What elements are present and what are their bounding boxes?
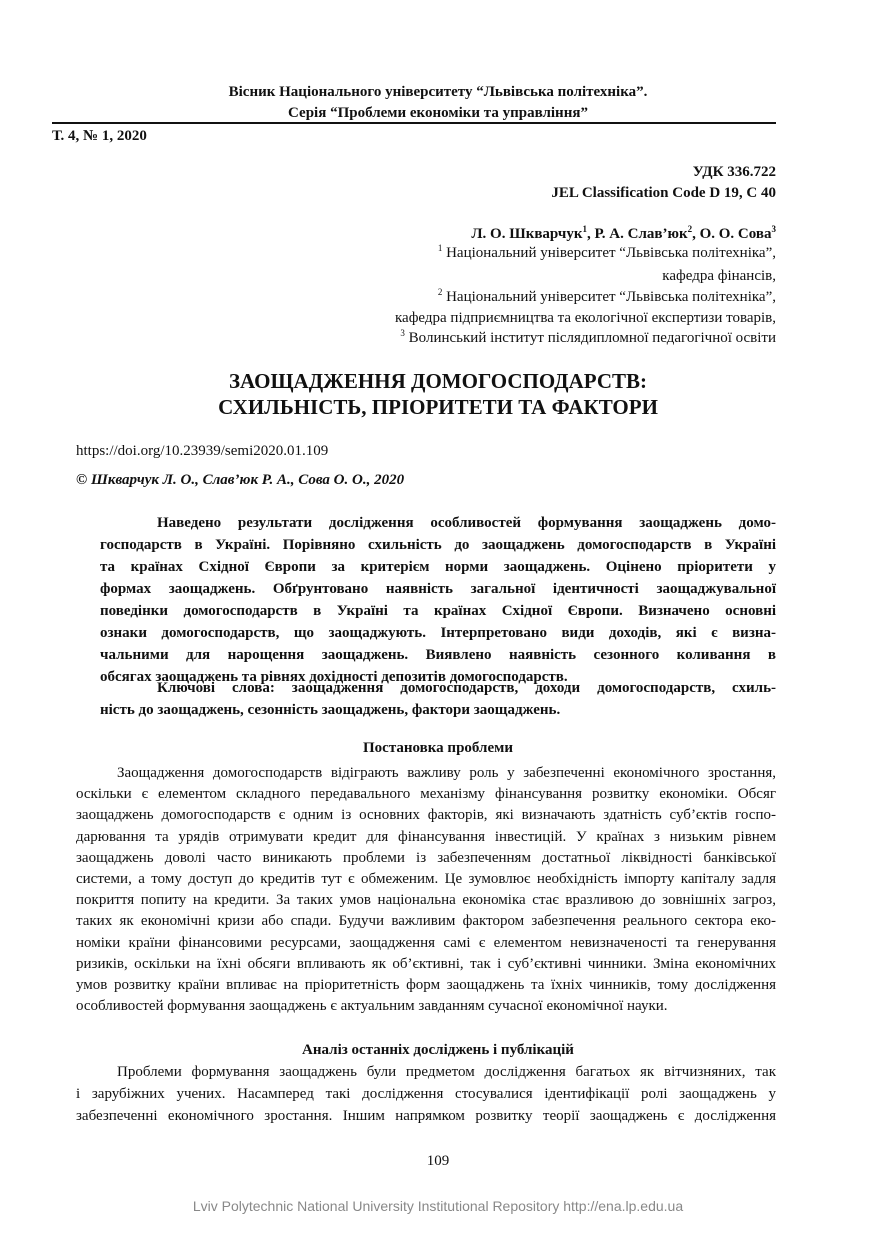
body-line: особливостей формування заощаджень є актуальним завданням сучасної економічної науки. xyxy=(76,998,668,1015)
affiliation-line xyxy=(395,308,776,328)
section-heading: Постановка проблеми xyxy=(363,740,513,756)
affiliation-sup: 2 xyxy=(437,287,443,297)
affiliation-text: Волинський інститут післядипломної педагогічної освіти xyxy=(408,330,776,346)
affiliation-line xyxy=(662,266,776,286)
affiliation-line xyxy=(438,243,776,263)
volume-info: Т. 4, № 1, 2020 xyxy=(52,128,147,144)
section-heading: Аналіз останніх досліджень і публікацій xyxy=(302,1042,574,1058)
udc-code: УДК 336.722 xyxy=(692,164,776,180)
author: Р. А. Слав’юк xyxy=(594,226,688,242)
header-rule xyxy=(52,122,776,124)
body-line: Проблеми формування заощаджень були предметом дослідження багатьох як вітчизняних, так xyxy=(117,1064,776,1080)
article-title-line1: ЗАОЩАДЖЕННЯ ДОМОГОСПОДАРСТВ: xyxy=(228,369,648,393)
author: Л. О. Шкварчук xyxy=(471,226,583,242)
affiliation-text: Національний університет “Львівська політехніка”, xyxy=(446,245,776,261)
author: О. О. Сова xyxy=(699,226,772,242)
journal-series: Серія “Проблеми економіки та управління” xyxy=(288,105,588,121)
body-line: забезпеченні економічного зростання. Іншим напрямком розвитку теорії заощаджень є дослідження xyxy=(76,1108,776,1124)
body-line: системи, а тому доступ до кредитів тут є обмеженим. Це зумовлює необхідність імпорту капіталу задля xyxy=(76,871,776,887)
author-sup: 3 xyxy=(771,224,776,234)
affiliation-sup: 1 xyxy=(437,243,443,253)
abstract-line: господарств в Україні. Порівняно схильність до заощаджень домогосподарств в Україні xyxy=(100,537,776,553)
abstract-line: Наведено результати дослідження особливостей формування заощаджень домо- xyxy=(157,515,776,531)
body-line: таких як економічні кризи або спади. Будучи важливим фактором забезпечення реального сектора еко- xyxy=(76,913,776,930)
affiliation-text: Національний університет “Львівська політехніка”, xyxy=(446,289,776,305)
abstract-line: обсягах заощаджень та рівнях дохідності депозитів домогосподарств. xyxy=(100,669,568,685)
author-sup: 1 xyxy=(582,224,588,234)
body-line: Заощадження домогосподарств відіграють важливу роль у забезпеченні економічного зростання, xyxy=(117,765,776,781)
body-line: і зарубіжних учених. Насамперед такі дослідження стосувалися ідентифікації ролі заощаджень у xyxy=(76,1086,776,1102)
body-line: умов розвитку країни впливає на пріоритетність форм заощаджень та їхніх чинників, тому дослідження xyxy=(76,977,776,993)
affiliation-sup: 3 xyxy=(400,328,405,338)
body-line: покриття попиту на кредити. За таких умов національна економіка стає вразливою до зовнішніх загроз, xyxy=(76,892,776,909)
affiliation-line xyxy=(400,328,776,348)
abstract-line: поведінки домогосподарств в Україні та країнах Східної Європи. Визначено основні xyxy=(100,603,776,619)
copyright: © Шкварчук Л. О., Слав’юк Р. А., Сова О. О., 2020 xyxy=(76,472,405,488)
body-line: номіки країни фінансовими ресурсами, заощадження самі є елементом невизначеності та генерування xyxy=(76,934,776,951)
abstract-line: чальними для нарощення заощаджень. Виявлено наявність сезонного коливання в xyxy=(100,647,776,663)
keywords-line: ність до заощаджень, сезонність заощаджень, фактори заощаджень. xyxy=(100,701,561,718)
abstract-line: ознаки домогосподарств, що заощаджують. Інтерпретовано види доходів, які є визна- xyxy=(100,625,776,641)
body-line: оскільки є елементом складного передавального механізму фінансування розвитку економіки. Обсяг xyxy=(76,786,776,803)
affiliation-line xyxy=(438,287,776,307)
body-line: ризиків, оскільки на їхні обсяги впливають як об’єктивні, так і суб’єктивні чинники. Зміна економічних xyxy=(76,955,776,972)
body-line: дарювання та урядів отримувати кредит для фінансування інвестицій. У країнах з низьким рівнем xyxy=(76,828,776,845)
author-sup: 2 xyxy=(687,224,693,234)
article-title-line2: СХИЛЬНІСТЬ, ПРІОРИТЕТИ ТА ФАКТОРИ xyxy=(218,395,658,419)
jel-code: JEL Classification Code D 19, C 40 xyxy=(551,185,776,201)
affiliation-text: кафедра фінансів, xyxy=(662,268,776,284)
body-line: заощаджень доволі часто виникають проблеми із забезпеченням достатньої ліквідності банківської xyxy=(76,849,776,866)
doi-link[interactable]: https://doi.org/10.23939/semi2020.01.109 xyxy=(76,443,329,459)
page-number: 109 xyxy=(426,1153,450,1169)
affiliation-text: кафедра підприємництва та екологічної експертизи товарів, xyxy=(394,310,776,326)
abstract-line: та країнах Східної Європи за критерієм норми заощаджень. Оцінено пріоритети у xyxy=(100,559,776,575)
keywords-line: Ключові слова: заощадження домогосподарств, доходи домогосподарств, схиль- xyxy=(157,680,776,696)
repository-footer: Lviv Polytechnic National University Institutional Repository http://ena.lp.edu.ua xyxy=(192,1198,684,1214)
body-line: заощаджень домогосподарств є одним із основних факторів, які визначають здатність суб’єктів госпо- xyxy=(76,807,776,824)
journal-title: Вісник Національного університету “Львівська політехніка”. xyxy=(228,84,648,100)
abstract-line: формах заощаджень. Обґрунтовано наявність загальної ідентичності заощаджувальної xyxy=(100,581,776,597)
authors: Л. О. Шкварчук$^1$, Р. А. $Слав’юк^2$, О. О. Сова$^3$ xyxy=(471,224,776,242)
